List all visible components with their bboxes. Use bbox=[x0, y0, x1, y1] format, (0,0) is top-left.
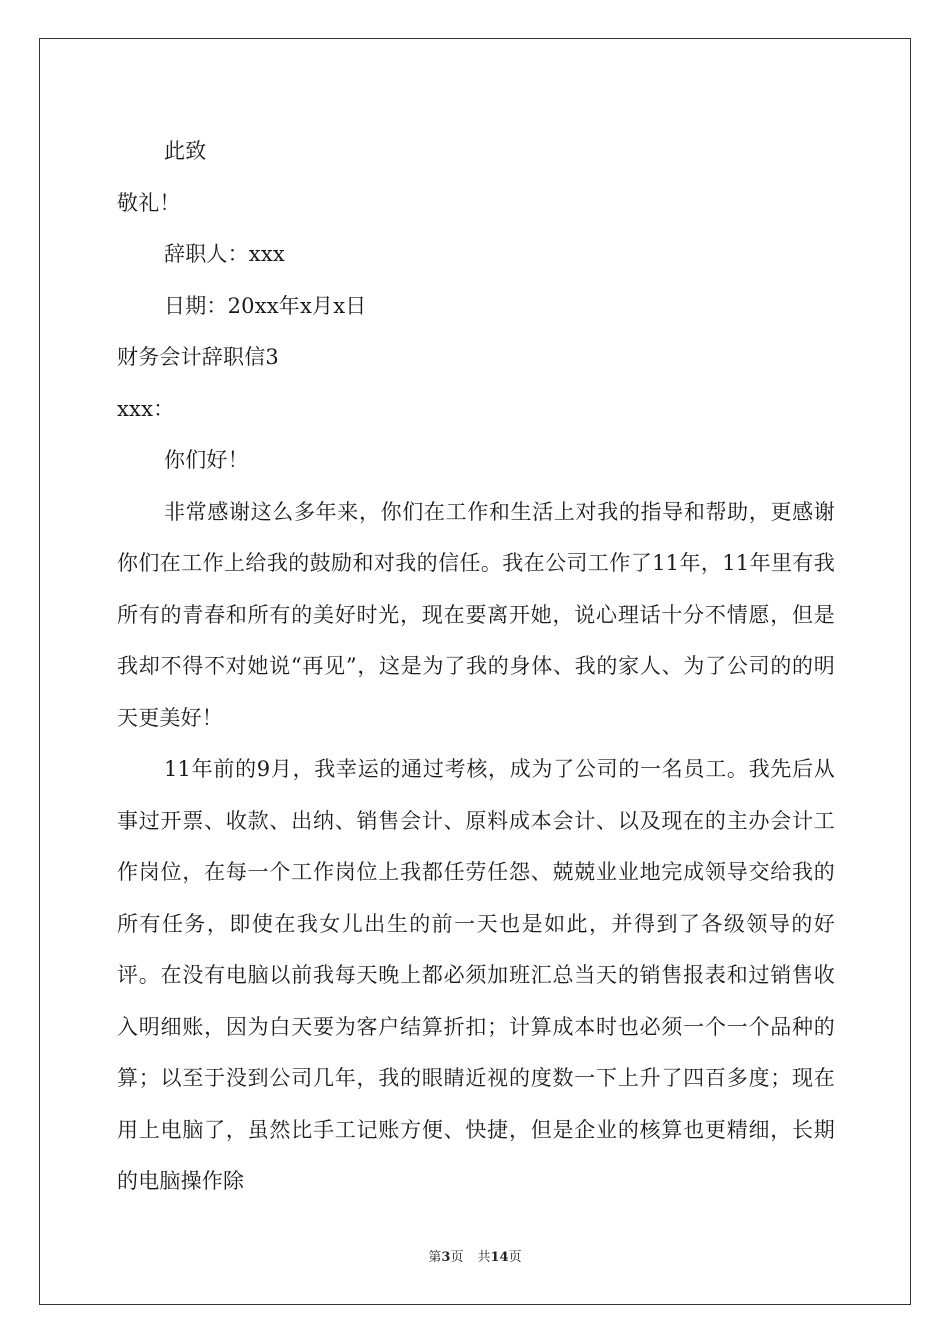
date-line: 日期：20xx年x月x日 bbox=[164, 293, 367, 318]
paragraph: 11年前的9月，我幸运的通过考核，成为了公司的一名员工。我先后从事过开票、收款、出纳、销售会计、原料成本会计、以及现在的主办会计工作岗位，在每一个工作岗位上我都任劳任怨、兢兢业业地完成领导交给我的所有任务，即使在我女儿出生的前一天也是如此，并得到了各级领导的好评。在没有电脑以前我每天晚上都必须加班汇总当天的销售报表和过销售收入明细账，因为白天要为客户结算折扣；计算成本时也必须一个一个品种的算；以至于没到公司几年，我的眼睛近视的度数一下上升了四百多度；现在用上电脑了，虽然比手工记账方便、快捷，但是企业的核算也更精细，长期的电脑操作除 bbox=[117, 757, 835, 1193]
page-number: 3 bbox=[441, 1250, 451, 1265]
page-suffix: 页 bbox=[450, 1250, 464, 1265]
paragraph: 非常感谢这么多年来，你们在工作和生活上对我的指导和帮助，更感谢你们在工作上给我的鼓励和对我的信任。我在公司工作了11年，11年里有我所有的青春和所有的美好时光，现在要离开她，说心理话十分不情愿，但是我却不得不对她说“再见”，这是为了我的身体、我的家人、为了公司的的明天更美好！ bbox=[117, 499, 835, 730]
page-footer bbox=[0, 1246, 950, 1265]
total-suffix: 页 bbox=[508, 1250, 522, 1265]
letter-title: 财务会计辞职信3 bbox=[117, 345, 279, 369]
closing-line: 此致 bbox=[164, 139, 207, 163]
recipient-line: xxx： bbox=[117, 396, 175, 421]
salute-line: 敬礼！ bbox=[117, 190, 181, 215]
total-prefix: 共 bbox=[477, 1250, 491, 1265]
document-body bbox=[117, 126, 835, 1208]
greeting-line: 你们好！ bbox=[164, 448, 249, 472]
page-prefix: 第 bbox=[428, 1250, 442, 1265]
total-pages: 14 bbox=[490, 1250, 509, 1265]
signer-line: 辞职人：xxx bbox=[164, 242, 285, 266]
